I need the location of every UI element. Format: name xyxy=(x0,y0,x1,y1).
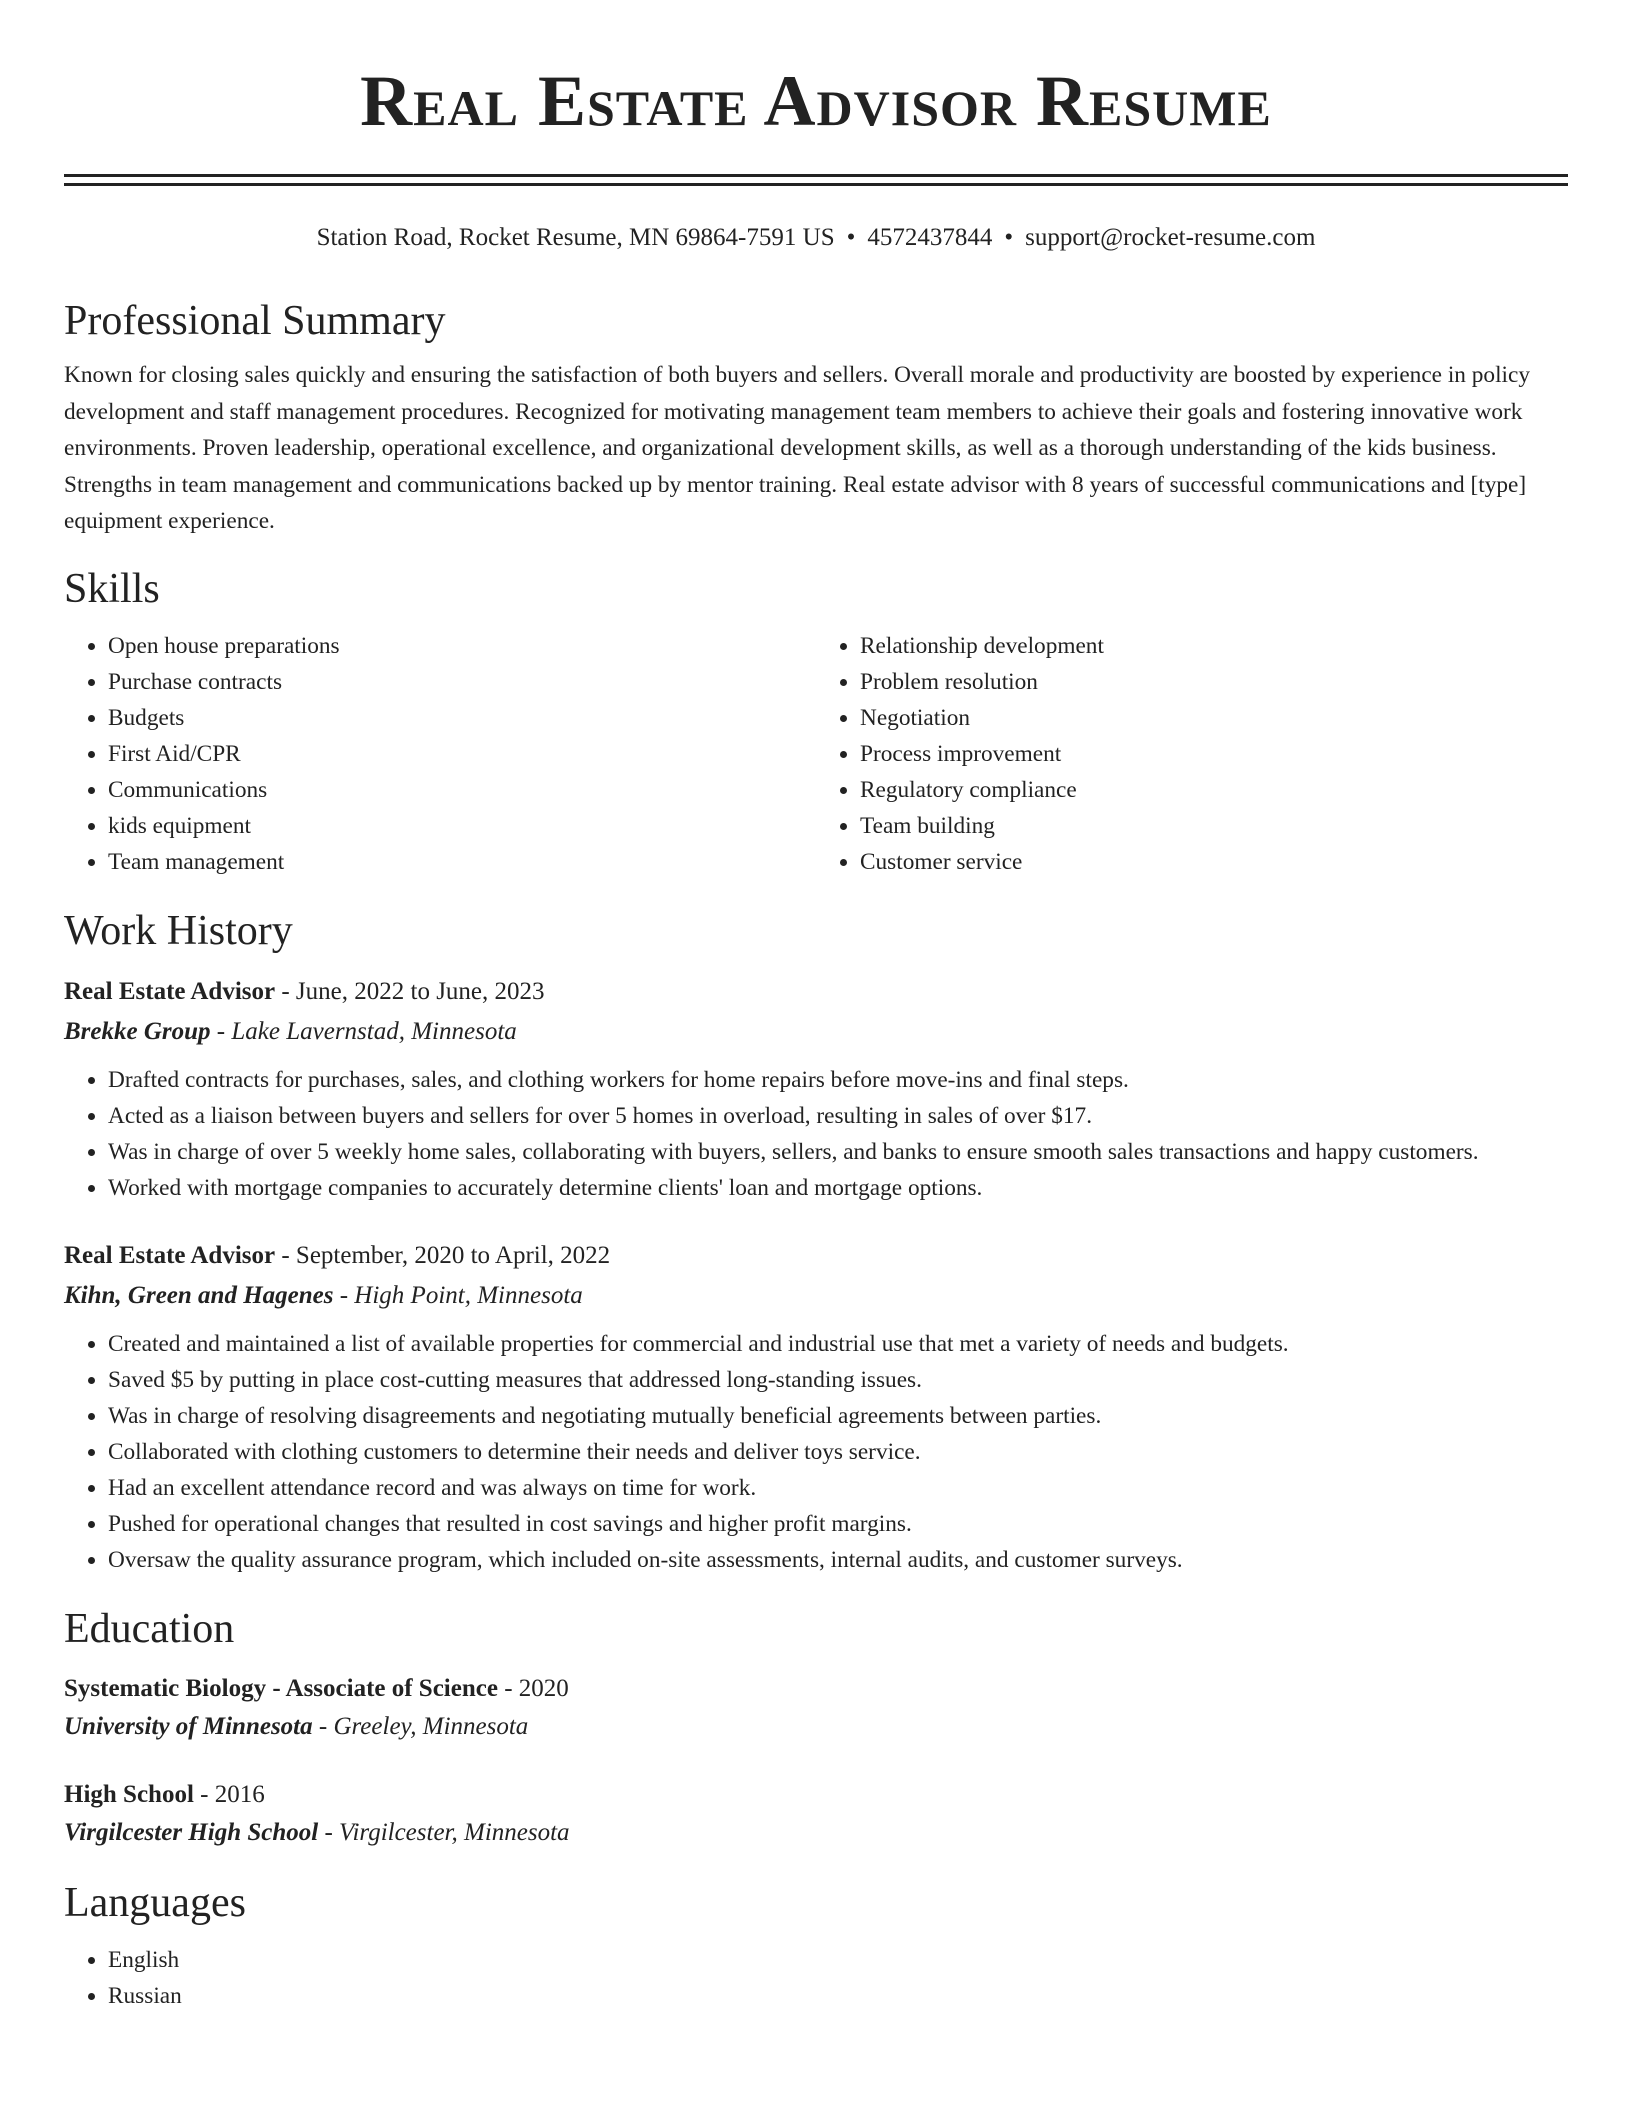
job-company: Brekke Group xyxy=(64,1017,211,1045)
job-employer xyxy=(64,1012,1568,1052)
contact-phone: 4572437844 xyxy=(867,224,993,251)
job-dates: - June, 2022 to June, 2023 xyxy=(275,977,545,1005)
education-location: - Greeley, Minnesota xyxy=(312,1712,529,1740)
education-year: - 2016 xyxy=(193,1780,265,1808)
section-heading-work: Work History xyxy=(64,907,293,954)
education-degree: Systematic Biology - Associate of Science xyxy=(64,1674,498,1702)
education-entry xyxy=(64,1670,1568,1746)
education-degree-line xyxy=(64,1776,1568,1814)
job-bullet: • Was in charge of resolving disagreements and negotiating mutually beneficial agreements between parties. xyxy=(108,1398,1568,1434)
title-divider-top xyxy=(64,174,1568,177)
job-header xyxy=(64,972,1568,1012)
section-heading-languages: Languages xyxy=(64,1879,246,1926)
job-title: Real Estate Advisor xyxy=(64,977,276,1005)
skill-item: • Open house preparations xyxy=(108,628,816,664)
job-entry xyxy=(64,1236,1568,1578)
work-history-section xyxy=(64,906,1568,1578)
job-header xyxy=(64,1236,1568,1276)
skills-list-left xyxy=(64,628,816,880)
resume-title: Real Estate Advisor Resume xyxy=(360,61,1272,141)
contact-separator: • xyxy=(1004,224,1014,251)
skill-item: • Customer service xyxy=(860,844,1568,880)
skills-section xyxy=(64,564,1568,880)
skill-item: • Relationship development xyxy=(860,628,1568,664)
section-heading-summary: Professional Summary xyxy=(64,298,446,344)
skill-item: • Process improvement xyxy=(860,736,1568,772)
job-bullet: • Drafted contracts for purchases, sales, and clothing workers for home repairs before move-ins and final steps. xyxy=(108,1062,1568,1098)
job-bullet: • Had an excellent attendance record and was always on time for work. xyxy=(108,1470,1568,1506)
job-bullet: • Saved $5 by putting in place cost-cutting measures that addressed long-standing issues. xyxy=(108,1362,1568,1398)
contact-line xyxy=(64,222,1568,254)
skill-item: • First Aid/CPR xyxy=(108,736,816,772)
contact-email: support@rocket-resume.com xyxy=(1025,224,1316,251)
skills-list-right xyxy=(816,628,1568,880)
skill-item: • Communications xyxy=(108,772,816,808)
skill-item: • Purchase contracts xyxy=(108,664,816,700)
job-entry xyxy=(64,972,1568,1206)
job-bullet: • Oversaw the quality assurance program, which included on-site assessments, internal audits, and customer surveys. xyxy=(108,1542,1568,1578)
languages-section xyxy=(64,1878,1568,2014)
summary-section xyxy=(64,296,1568,540)
skill-item: • kids equipment xyxy=(108,808,816,844)
languages-list xyxy=(64,1942,1568,2014)
skill-item: • Regulatory compliance xyxy=(860,772,1568,808)
education-school: University of Minnesota xyxy=(64,1712,313,1740)
contact-address: Station Road, Rocket Resume, MN 69864-7591 US xyxy=(316,224,835,251)
job-location: - High Point, Minnesota xyxy=(333,1281,583,1309)
job-bullet: • Worked with mortgage companies to accurately determine clients' loan and mortgage options. xyxy=(108,1170,1568,1206)
skill-item: • Team building xyxy=(860,808,1568,844)
education-school: Virgilcester High School xyxy=(64,1818,319,1846)
education-year: - 2020 xyxy=(497,1674,569,1702)
education-school-line xyxy=(64,1708,1568,1746)
job-bullet: • Collaborated with clothing customers to determine their needs and deliver toys service. xyxy=(108,1434,1568,1470)
skill-item: • Budgets xyxy=(108,700,816,736)
job-title: Real Estate Advisor xyxy=(64,1241,276,1269)
skill-item: • Negotiation xyxy=(860,700,1568,736)
education-entry xyxy=(64,1776,1568,1852)
title-divider-bottom xyxy=(64,183,1568,186)
skills-columns xyxy=(64,628,1568,880)
language-item: • English xyxy=(108,1942,1568,1978)
education-section xyxy=(64,1604,1568,1852)
education-school-line xyxy=(64,1814,1568,1852)
language-item: • Russian xyxy=(108,1978,1568,2014)
job-bullet: • Created and maintained a list of available properties for commercial and industrial use that met a variety of needs and budgets. xyxy=(108,1326,1568,1362)
education-degree: High School xyxy=(64,1780,194,1808)
job-dates: - September, 2020 to April, 2022 xyxy=(275,1241,611,1269)
skill-item: • Problem resolution xyxy=(860,664,1568,700)
job-bullet: • Acted as a liaison between buyers and sellers for over 5 homes in overload, resulting in sales of over $17. xyxy=(108,1098,1568,1134)
summary-text: Known for closing sales quickly and ensuring the satisfaction of both buyers and sellers. Overall morale and productivity are boosted by experience in policy development and staff management procedures. Recognized for motivating management team members to achieve their goals and fostering innovative work environments. Proven leadership, operational excellence, and organizational development skills, as well as a thorough understanding of the kids business. Strengths in team management and communications backed up by mentor training. Real estate advisor with 8 years of successful communications and [type] equipment experience. xyxy=(64,362,1531,534)
job-bullet: • Was in charge of over 5 weekly home sales, collaborating with buyers, sellers, and banks to ensure smooth sales transactions and happy customers. xyxy=(108,1134,1568,1170)
job-employer xyxy=(64,1276,1568,1316)
section-heading-education: Education xyxy=(64,1605,235,1652)
job-bullet: • Pushed for operational changes that resulted in cost savings and higher profit margins. xyxy=(108,1506,1568,1542)
job-company: Kihn, Green and Hagenes xyxy=(64,1281,334,1309)
education-degree-line xyxy=(64,1670,1568,1708)
job-bullet-list xyxy=(64,1062,1568,1206)
skill-item: • Team management xyxy=(108,844,816,880)
job-location: - Lake Lavernstad, Minnesota xyxy=(210,1017,517,1045)
job-bullet-list xyxy=(64,1326,1568,1578)
section-heading-skills: Skills xyxy=(64,565,160,612)
education-location: - Virgilcester, Minnesota xyxy=(318,1818,570,1846)
contact-separator: • xyxy=(846,224,856,251)
